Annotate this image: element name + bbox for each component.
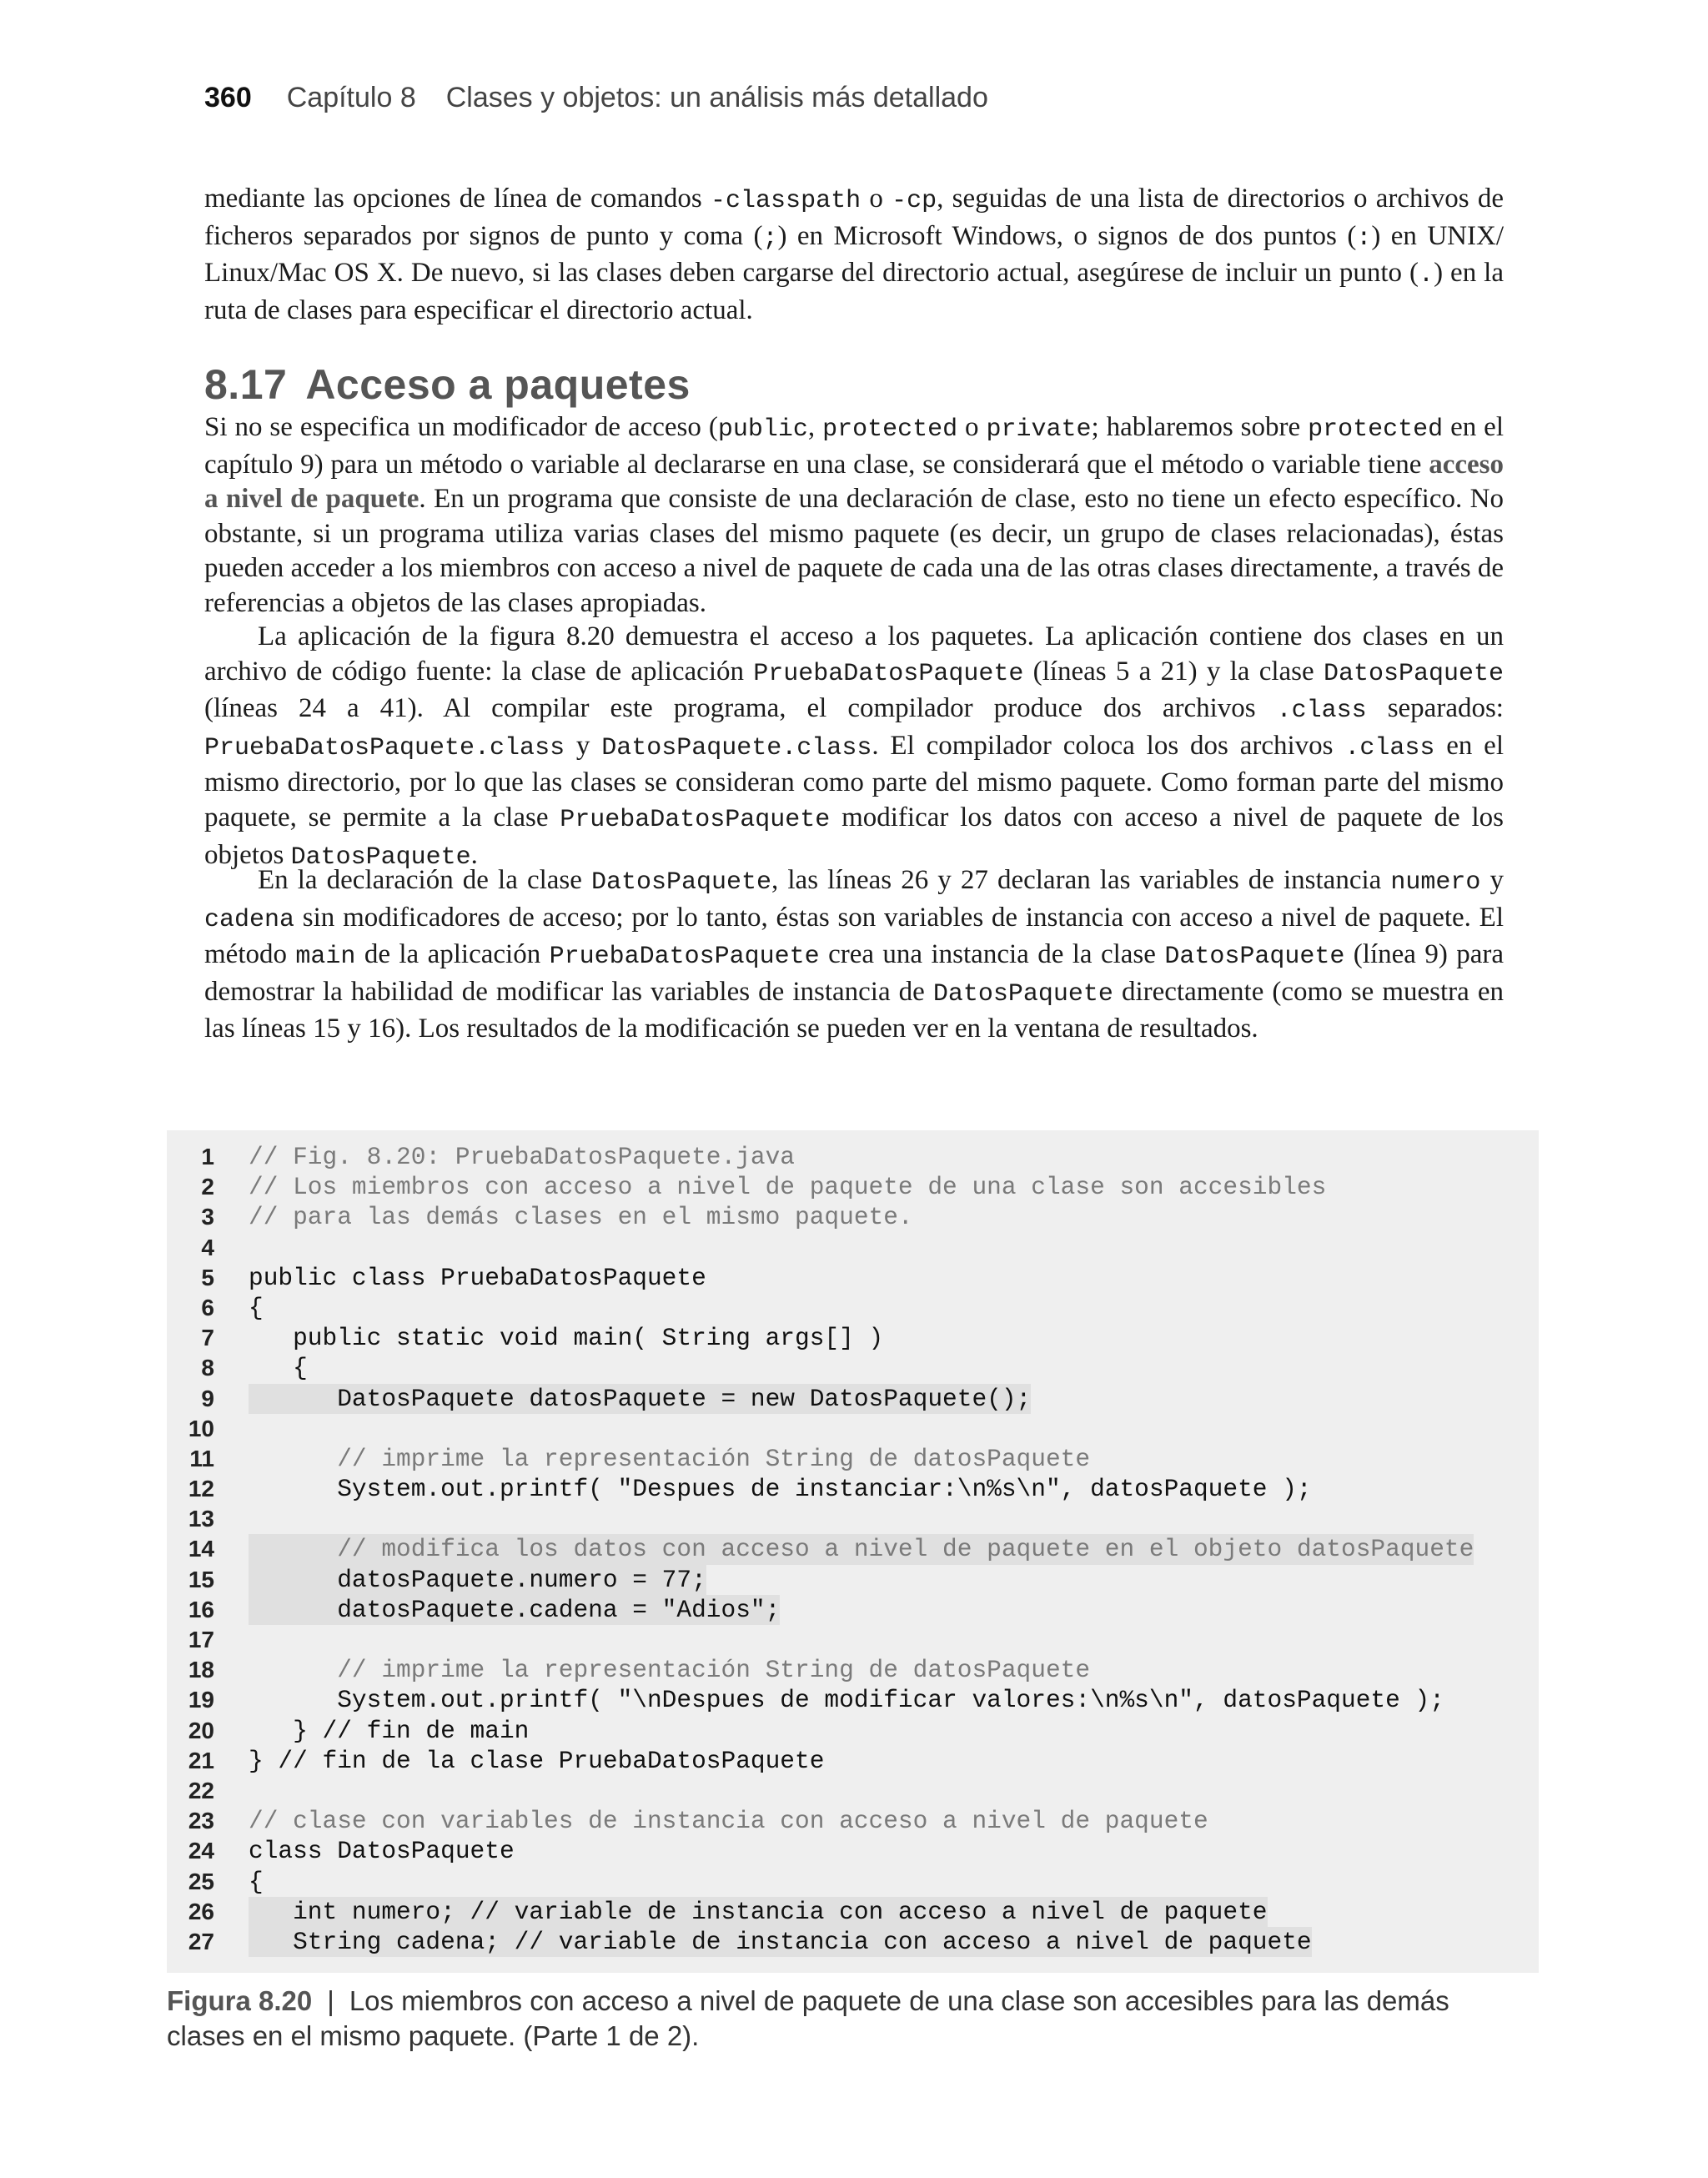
- code-text: // Fig. 8.20: PruebaDatosPaquete.java: [249, 1143, 796, 1171]
- code-line: [167, 1655, 1539, 1685]
- code-text: class DatosPaquete: [249, 1837, 515, 1866]
- line-number: 11: [189, 1445, 214, 1471]
- code-line: [167, 1142, 1539, 1172]
- line-number: 15: [188, 1566, 214, 1592]
- code-text: } // fin de la clase PruebaDatosPaquete: [249, 1746, 825, 1775]
- code-line: [167, 1202, 1539, 1232]
- line-number: 7: [201, 1325, 214, 1351]
- line-number: 21: [188, 1747, 214, 1773]
- line-number: 9: [201, 1385, 214, 1411]
- code-line: [167, 1716, 1539, 1746]
- line-number: 17: [188, 1627, 214, 1652]
- code-text: } // fin de main: [249, 1716, 530, 1745]
- code-line: [167, 1595, 1539, 1625]
- code-line: [167, 1806, 1539, 1836]
- code-line: [167, 1685, 1539, 1715]
- chapter-title: Clases y objetos: un análisis más detallado: [445, 82, 988, 113]
- line-number: 27: [188, 1928, 214, 1954]
- code-text: // imprime la representación String de datosPaquete: [249, 1444, 1091, 1473]
- code-line: [167, 1776, 1539, 1806]
- paragraph-3: En la declaración de la clase DatosPaquete, las líneas 26 y 27 declaran las variables de instancia numero y cadena sin modificadores de acceso; por lo tanto, éstas son variables de instancia con acceso a nivel de paquete. El método main de la aplicación PruebaDatosPaquete crea una instancia de la clase DatosPaquete (línea 9) para demostrar la habilidad de modificar las variables de instancia de DatosPaquete directamente (como se muestra en las líneas 15 y 16). Los resultados de la modificación se pueden ver en la ventana de resultados.: [204, 865, 1505, 1044]
- line-number: 19: [188, 1687, 214, 1713]
- code-text: public static void main( String args[] ): [249, 1324, 884, 1353]
- code-line: [167, 1927, 1539, 1957]
- section-heading: [204, 360, 691, 409]
- code-line: [167, 1746, 1539, 1776]
- code-line: [167, 1534, 1539, 1564]
- code-text: datosPaquete.numero = 77;: [249, 1565, 706, 1594]
- code-line: [167, 1414, 1539, 1444]
- line-number: 20: [188, 1717, 214, 1743]
- caption-text: Los miembros con acceso a nivel de paquete de una clase son accesibles para las demás clases en el mismo paquete. (Parte 1 de 2).: [167, 1985, 1449, 2051]
- code-text: datosPaquete.cadena = "Adios";: [249, 1595, 781, 1624]
- code-line: [167, 1263, 1539, 1293]
- code-line: [167, 1897, 1539, 1927]
- code-text: DatosPaquete datosPaquete = new DatosPaquete();: [249, 1384, 1032, 1413]
- key-term: acceso a nivel de paquete: [204, 449, 1504, 515]
- code-line: [167, 1625, 1539, 1655]
- line-number: 8: [201, 1355, 214, 1381]
- line-number: 12: [188, 1476, 214, 1502]
- code-line: [167, 1444, 1539, 1474]
- code-line: [167, 1474, 1539, 1504]
- code-text: System.out.printf( "Despues de instanciar:\n%s\n", datosPaquete );: [249, 1475, 1312, 1504]
- line-number: 3: [201, 1204, 214, 1230]
- section-title-text: Acceso a paquetes: [305, 361, 691, 408]
- line-number: 10: [188, 1415, 214, 1441]
- line-number: 5: [201, 1264, 214, 1290]
- code-text: public class PruebaDatosPaquete: [249, 1263, 706, 1292]
- running-header: [204, 82, 988, 114]
- line-number: 14: [188, 1536, 214, 1562]
- code-lines: [167, 1142, 1539, 1957]
- line-number: 22: [188, 1777, 214, 1803]
- code-text: // imprime la representación String de datosPaquete: [249, 1656, 1091, 1685]
- code-text: // Los miembros con acceso a nivel de paquete de una clase son accesibles: [249, 1173, 1327, 1202]
- code-line: [167, 1323, 1539, 1353]
- line-number: 6: [201, 1294, 214, 1320]
- code-text: // clase con variables de instancia con acceso a nivel de paquete: [249, 1807, 1208, 1836]
- code-line: [167, 1504, 1539, 1534]
- code-text: System.out.printf( "\nDespues de modificar valores:\n%s\n", datosPaquete );: [249, 1686, 1444, 1715]
- code-text: {: [249, 1867, 264, 1896]
- line-number: 26: [188, 1898, 214, 1924]
- code-listing: [167, 1130, 1539, 1973]
- code-line: [167, 1836, 1539, 1866]
- code-line: [167, 1172, 1539, 1202]
- figure-caption: [167, 1984, 1501, 2054]
- line-number: 13: [188, 1506, 214, 1532]
- code-text: // modifica los datos con acceso a nivel de paquete en el objeto datosPaquete: [249, 1535, 1474, 1564]
- code-line: [167, 1384, 1539, 1414]
- code-line: [167, 1233, 1539, 1263]
- line-number: 23: [188, 1808, 214, 1834]
- line-number: 1: [201, 1144, 214, 1169]
- line-number: 18: [188, 1657, 214, 1683]
- code-line: [167, 1353, 1539, 1383]
- line-number: 25: [188, 1868, 214, 1894]
- chapter-label: Capítulo 8: [286, 82, 416, 113]
- paragraph-1: Si no se especifica un modificador de acceso (public, protected o private; hablaremos sobre protected en el capítulo 9) para un método o variable al declararse en una clase, se considerará que el método o variable tiene acceso a nivel de paquete. En un programa que consiste de una declaración de clase, esto no tiene un efecto específico. No obstante, si un programa utiliza varias clases del mismo paquete (es decir, un grupo de clases relacionadas), éstas pueden acceder a los miembros con acceso a nivel de paquete de cada una de las otras clases directamente, a través de referencias a objetos de las clases apropiadas.: [204, 412, 1504, 618]
- line-number: 4: [201, 1234, 214, 1260]
- page-number: 360: [204, 82, 252, 113]
- figure-label: Figura 8.20: [167, 1985, 313, 2016]
- code-text: {: [249, 1354, 308, 1383]
- intro-paragraph: mediante las opciones de línea de comandos -classpath o -cp, seguidas de una lista de directorios o archivos de ficheros separados por signos de punto y coma (;) en Microsoft Windows, o signos de dos puntos (:) en UNIX/ Linux/Mac OS X. De nuevo, si las clases deben cargarse del directorio actual, asegúrese de incluir un punto (.) en la ruta de clases para especificar el directorio actual.: [204, 184, 1505, 325]
- line-number: 2: [201, 1174, 214, 1200]
- code-line: [167, 1867, 1539, 1897]
- code-text: {: [249, 1293, 264, 1322]
- code-line: [167, 1565, 1539, 1595]
- line-number: 16: [188, 1596, 214, 1622]
- section-number: 8.17: [204, 361, 288, 408]
- code-text: int numero; // variable de instancia con acceso a nivel de paquete: [249, 1897, 1268, 1926]
- paragraph-2: La aplicación de la figura 8.20 demuestra el acceso a los paquetes. La aplicación contiene dos clases en un archivo de código fuente: la clase de aplicación PruebaDatosPaquete (líneas 5 a 21) y la clase DatosPaquete (líneas 24 a 41). Al compilar este programa, el compilador produce dos archivos .class separados: PruebaDatosPaquete.class y DatosPaquete.class. El compilador coloca los dos archivos .class en el mismo directorio, por lo que las clases se consideran como parte del mismo paquete. Como forman parte del mismo paquete, se permite a la clase PruebaDatosPaquete modificar los datos con acceso a nivel de paquete de los objetos DatosPaquete.: [204, 621, 1505, 872]
- code-text: String cadena; // variable de instancia con acceso a nivel de paquete: [249, 1927, 1312, 1956]
- code-text: // para las demás clases en el mismo paquete.: [249, 1203, 913, 1232]
- caption-separator: |: [327, 1985, 334, 2016]
- line-number: 24: [188, 1838, 214, 1864]
- code-line: [167, 1293, 1539, 1323]
